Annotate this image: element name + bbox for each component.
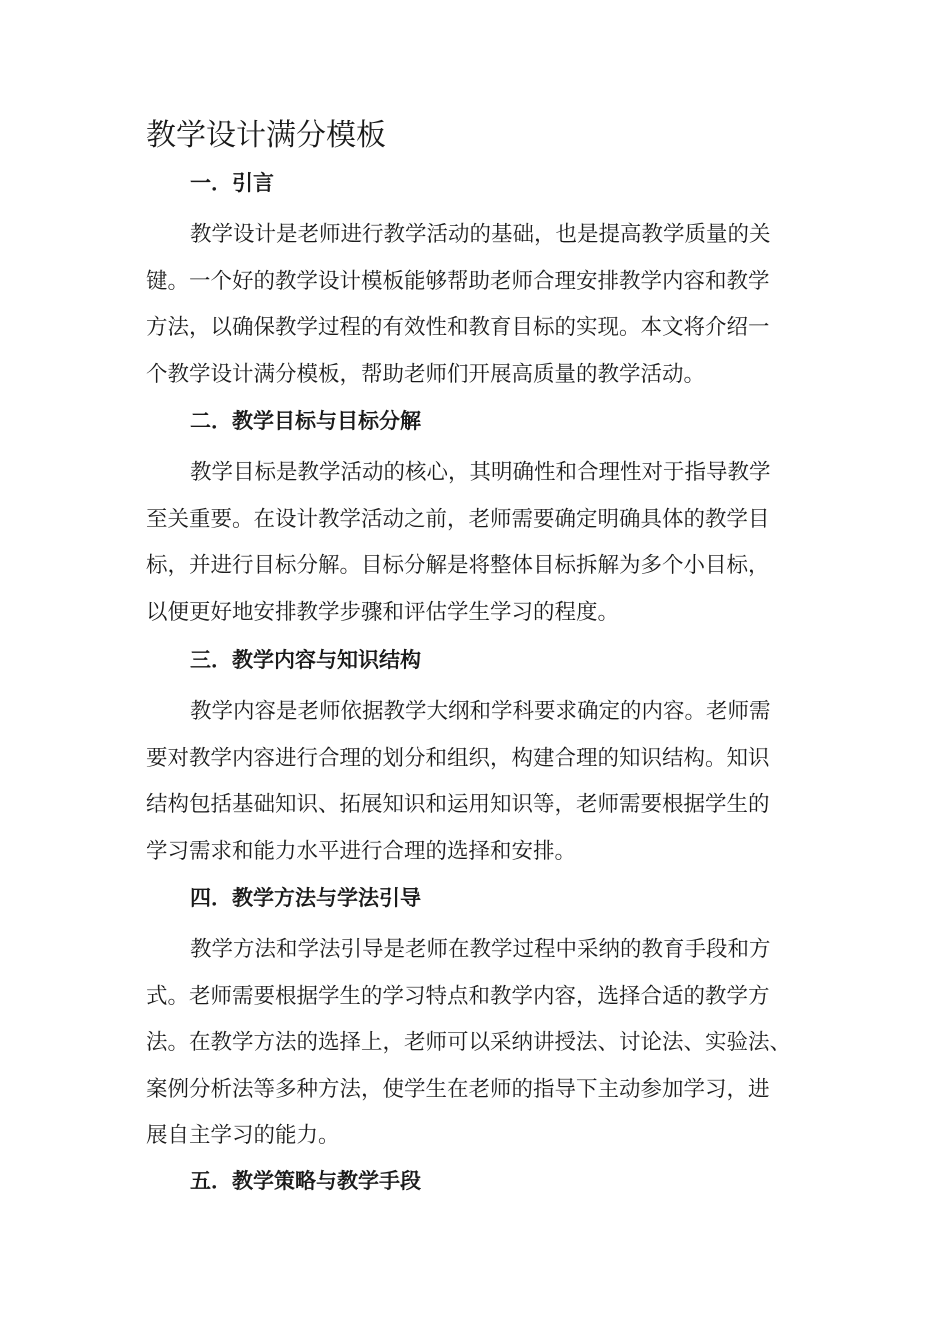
- paragraph-line: 学习需求和能力水平进行合理的选择和安排。: [146, 838, 577, 864]
- section-heading-strategies: 五．教学策略与教学手段: [190, 1169, 421, 1193]
- paragraph-intro: [146, 212, 771, 398]
- paragraph-methods: [146, 927, 791, 1160]
- paragraph-content: [146, 689, 771, 875]
- document-title: 教学设计满分模板: [146, 118, 386, 153]
- paragraph-line: 教学方法和学法引导是老师在教学过程中采纳的教育手段和方: [190, 937, 771, 962]
- paragraph-line: 至关重要。在设计教学活动之前，老师需要确定明确具体的教学目: [146, 506, 770, 532]
- paragraph-line: 结构包括基础知识、拓展知识和运用知识等，老师需要根据学生的: [146, 792, 770, 818]
- paragraph-line: 键。一个好的教学设计模板能够帮助老师合理安排教学内容和教学: [146, 268, 770, 294]
- paragraph-line: 教学设计是老师进行教学活动的基础，也是提高教学质量的关: [190, 222, 771, 247]
- paragraph-line: 方法，以确保教学过程的有效性和教育目标的实现。本文将介绍一: [146, 315, 770, 341]
- paragraph-line: 案例分析法等多种方法，使学生在老师的指导下主动参加学习，进: [146, 1076, 770, 1102]
- paragraph-line: 法。在教学方法的选择上，老师可以采纳讲授法、讨论法、实验法、: [146, 1030, 792, 1056]
- paragraph-line: 展自主学习的能力。: [146, 1123, 340, 1149]
- section-heading-content: 三．教学内容与知识结构: [190, 648, 421, 672]
- paragraph-line: 个教学设计满分模板，帮助老师们开展高质量的教学活动。: [146, 361, 706, 387]
- paragraph-objectives: [146, 450, 771, 636]
- paragraph-line: 标，并进行目标分解。目标分解是将整体目标拆解为多个小目标，: [146, 553, 770, 579]
- paragraph-line: 教学目标是教学活动的核心，其明确性和合理性对于指导教学: [190, 460, 771, 485]
- paragraph-line: 教学内容是老师依据教学大纲和学科要求确定的内容。老师需: [190, 699, 771, 724]
- section-heading-methods: 四．教学方法与学法引导: [190, 886, 421, 910]
- paragraph-line: 以便更好地安排教学步骤和评估学生学习的程度。: [146, 599, 620, 625]
- paragraph-line: 式。老师需要根据学生的学习特点和教学内容，选择合适的教学方: [146, 983, 770, 1009]
- paragraph-line: 要对教学内容进行合理的划分和组织，构建合理的知识结构。知识: [146, 745, 770, 771]
- section-heading-intro: 一．引言: [190, 171, 274, 195]
- section-heading-objectives: 二．教学目标与目标分解: [190, 409, 421, 433]
